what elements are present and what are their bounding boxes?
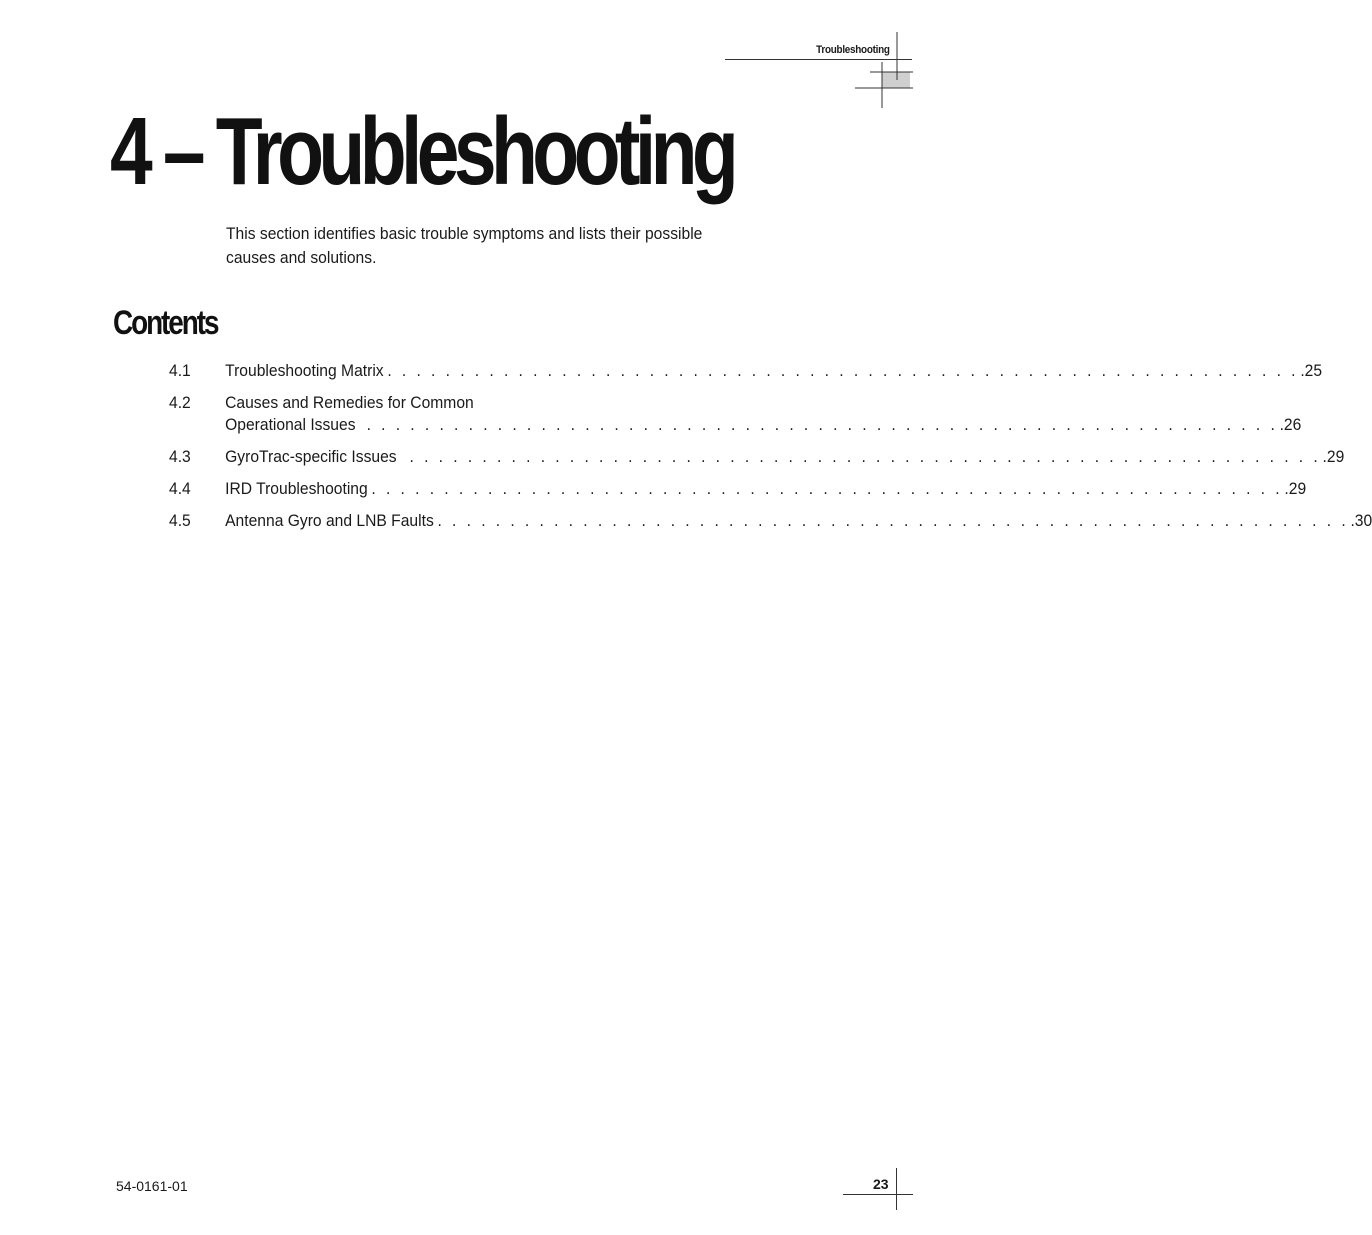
- toc-entry-page[interactable]: .26: [1279, 415, 1302, 434]
- contents-heading: Contents: [113, 304, 218, 342]
- toc-entry-page[interactable]: .29: [1322, 447, 1345, 466]
- toc-entry-page[interactable]: .30: [1350, 511, 1372, 530]
- toc-dot-leader: . . . . . . . . . . . . . . . . . . . . . . . . . . . . . . . . . . . . . . . . . . . . . . . . . . . . . . . . . . . . . . .: [371, 479, 1283, 498]
- toc-entry-title[interactable]: GyroTrac-specific Issues: [225, 447, 397, 466]
- toc-entry[interactable]: [169, 510, 1372, 532]
- chapter-title: 4 – Troubleshooting: [110, 98, 734, 205]
- toc-entry-title[interactable]: IRD Troubleshooting: [225, 479, 368, 498]
- toc-entry-page[interactable]: .29: [1284, 479, 1307, 498]
- registration-mark-icon: [855, 32, 915, 108]
- footer-crop-mark: [896, 1168, 897, 1210]
- toc-entry-number: 4.4: [169, 479, 191, 498]
- toc-entry-title[interactable]: Antenna Gyro and LNB Faults: [225, 511, 434, 530]
- toc-entry-number: 4.5: [169, 511, 191, 530]
- toc-entry-title[interactable]: Causes and Remedies for Common: [225, 393, 474, 412]
- toc-entry[interactable]: [169, 478, 1307, 500]
- toc-entry-number: 4.1: [169, 361, 191, 380]
- toc-entry-title[interactable]: Troubleshooting Matrix: [225, 361, 384, 380]
- toc-entry[interactable]: [169, 446, 1345, 468]
- toc-entry-title-continued[interactable]: Operational Issues: [225, 415, 356, 434]
- toc-entry-number: 4.2: [169, 393, 191, 412]
- table-of-contents: [169, 360, 1372, 542]
- toc-entry-page[interactable]: .25: [1300, 361, 1323, 380]
- toc-dot-leader: . . . . . . . . . . . . . . . . . . . . . . . . . . . . . . . . . . . . . . . . . . . . . . . . . . . . . . . . . . . . . . .: [387, 361, 1299, 380]
- toc-dot-leader: . . . . . . . . . . . . . . . . . . . . . . . . . . . . . . . . . . . . . . . . . . . . . . . . . . . . . . . . . . . . . . .: [409, 447, 1321, 466]
- toc-entry[interactable]: [169, 360, 1323, 382]
- toc-entry[interactable]: [169, 392, 1302, 436]
- chapter-intro: This section identifies basic trouble symptoms and lists their possible causes and solutions.: [226, 224, 703, 267]
- toc-dot-leader: . . . . . . . . . . . . . . . . . . . . . . . . . . . . . . . . . . . . . . . . . . . . . . . . . . . . . . . . . . . . . . .: [366, 415, 1278, 434]
- document-number: 54-0161-01: [116, 1178, 188, 1194]
- running-header-title: Troubleshooting: [816, 44, 890, 56]
- toc-entry-number: 4.3: [169, 447, 191, 466]
- page-number: 23: [873, 1176, 889, 1192]
- footer-rule: [843, 1194, 913, 1195]
- toc-dot-leader: . . . . . . . . . . . . . . . . . . . . . . . . . . . . . . . . . . . . . . . . . . . . . . . . . . . . . . . . . . . . . . .: [437, 511, 1349, 530]
